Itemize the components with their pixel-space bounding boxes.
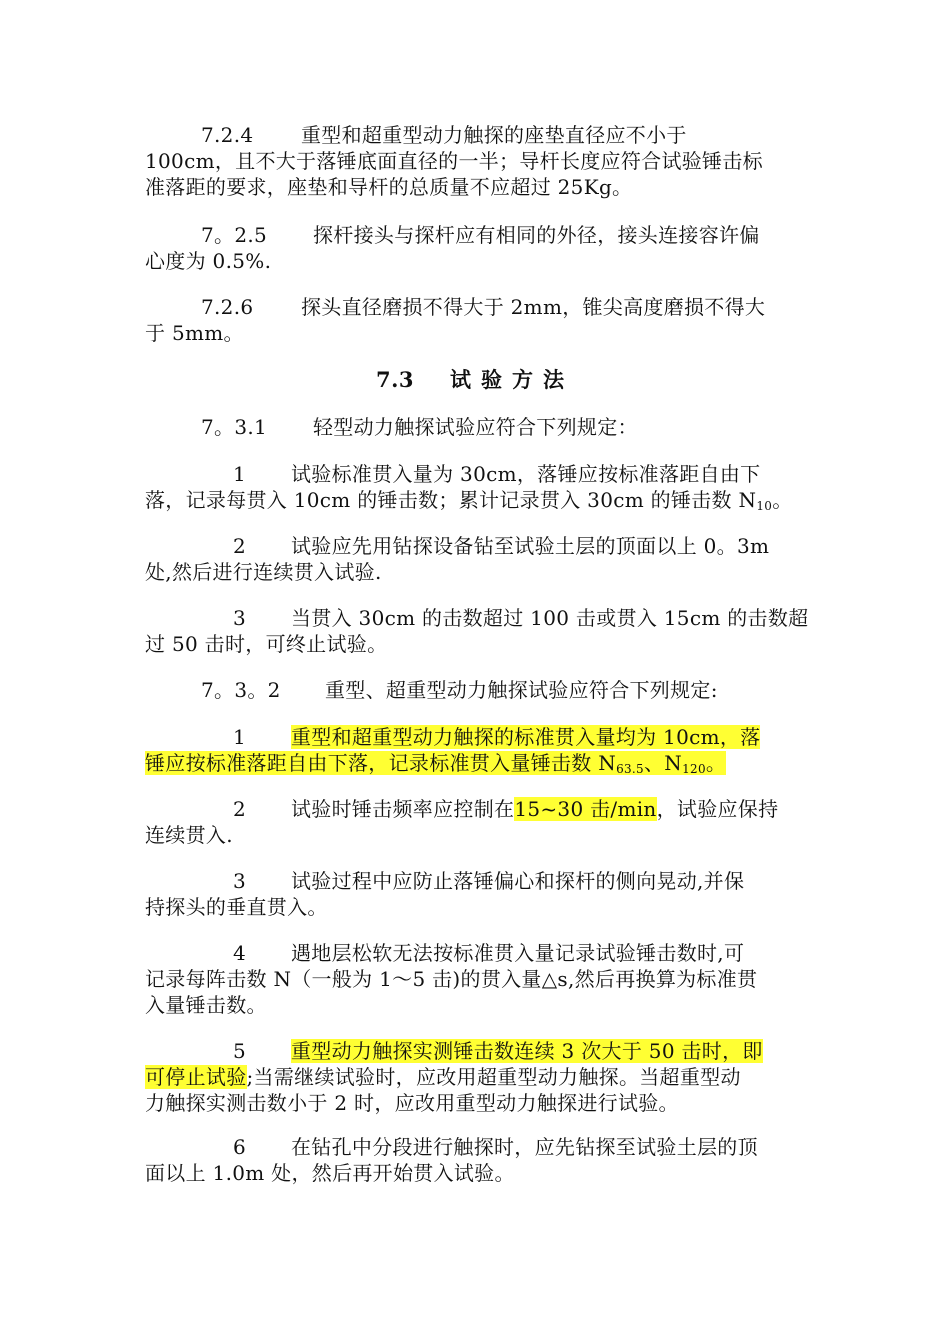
item-text: 。	[772, 488, 793, 512]
item-text: 记录每阵击数 N（一般为 1～5 击)的贯入量△s,然后再换算为标准贯	[145, 967, 758, 991]
clause-text: 探头直径磨损不得大于 2mm，锥尖高度磨损不得大	[301, 295, 766, 319]
item-text: 遇地层松软无法按标准贯入量记录试验锤击数时,可	[291, 941, 745, 965]
list-item-7-3-1-2	[145, 533, 805, 585]
item-number: 6	[233, 1135, 247, 1159]
list-item-7-3-2-3	[145, 868, 805, 920]
item-number: 4	[233, 941, 247, 965]
clause-number: 7.2.4	[201, 123, 254, 147]
list-item-7-3-1-1	[145, 461, 805, 513]
highlighted-text: 可停止试验	[145, 1065, 247, 1089]
clause-number: 7.2.6	[201, 295, 254, 319]
item-text: 落，记录每贯入 10cm 的锤击数；累计记录贯入 30cm 的锤击数 N	[145, 488, 757, 512]
item-text: 试验标准贯入量为 30cm，落锤应按标准落距自由下	[291, 462, 761, 486]
item-text: 持探头的垂直贯入。	[145, 895, 328, 919]
highlighted-text: 重型和超重型动力触探的标准贯入量均为 10cm，落	[291, 725, 761, 749]
item-text: 试验过程中应防止落锤偏心和探杆的侧向晃动,并保	[291, 869, 745, 893]
highlighted-text: 15~30 击/min	[514, 797, 657, 821]
clause-text: 重型、超重型动力触探试验应符合下列规定:	[325, 678, 718, 702]
item-text: 、N	[643, 751, 683, 775]
item-text: 当贯入 30cm 的击数超过 100 击或贯入 15cm 的击数超	[291, 606, 809, 630]
subscript: 120	[682, 762, 706, 776]
section-number: 7.3	[375, 367, 415, 392]
clause-7-2-5	[145, 222, 805, 274]
clause-7-3-1	[145, 414, 805, 440]
list-item-7-3-2-5	[145, 1038, 805, 1116]
item-text: 。	[705, 751, 727, 775]
item-text: 试验应先用钻探设备钻至试验土层的顶面以上 0。3m	[291, 534, 770, 558]
item-number: 2	[233, 797, 247, 821]
section-heading	[145, 366, 805, 394]
highlighted-text: 重型动力触探实测锤击数连续 3 次大于 50 击时，即	[291, 1039, 763, 1063]
clause-number: 7。3。2	[201, 678, 281, 702]
item-number: 2	[233, 534, 247, 558]
clause-7-2-4	[145, 122, 805, 200]
item-number: 1	[233, 462, 247, 486]
subscript: 63.5	[616, 762, 644, 776]
clause-7-2-6	[145, 294, 805, 346]
clause-7-3-2	[145, 677, 805, 703]
clause-text: 探杆接头与探杆应有相同的外径，接头连接容许偏	[313, 223, 760, 247]
clause-number: 7。2.5	[201, 223, 268, 247]
list-item-7-3-2-1	[145, 724, 805, 776]
clause-text: 100cm，且不大于落锤底面直径的一半；导杆长度应符合试验锤击标	[145, 149, 763, 173]
item-number: 3	[233, 606, 247, 630]
item-text: ，试验应保持	[656, 797, 779, 821]
item-number: 3	[233, 869, 247, 893]
item-text: 试验时锤击频率应控制在	[291, 797, 515, 821]
item-text: 处,然后进行连续贯入试验.	[145, 560, 382, 584]
clause-number: 7。3.1	[201, 415, 268, 439]
clause-text: 重型和超重型动力触探的座垫直径应不小于	[301, 123, 687, 147]
item-text: 锤应按标准落距自由下落，记录标准贯入量锤击数 N	[145, 751, 617, 775]
clause-text: 准落距的要求，座垫和导杆的总质量不应超过 25Kg。	[145, 175, 633, 199]
item-number: 1	[233, 725, 247, 749]
item-text: 过 50 击时，可终止试验。	[145, 632, 388, 656]
clause-text: 于 5mm。	[145, 321, 244, 345]
list-item-7-3-1-3	[145, 605, 809, 657]
list-item-7-3-2-2	[145, 796, 805, 848]
list-item-7-3-2-4	[145, 940, 805, 1018]
clause-text: 轻型动力触探试验应符合下列规定：	[313, 415, 638, 439]
item-text: 在钻孔中分段进行触探时，应先钻探至试验土层的顶	[291, 1135, 758, 1159]
item-text: 连续贯入.	[145, 823, 233, 847]
item-text: 面以上 1.0m 处，然后再开始贯入试验。	[145, 1161, 515, 1185]
highlighted-text	[145, 751, 726, 775]
item-number: 5	[233, 1039, 247, 1063]
list-item-7-3-2-6	[145, 1134, 805, 1186]
item-text: ;当需继续试验时，应改用超重型动力触探。当超重型动	[246, 1065, 741, 1089]
subscript: 10	[756, 499, 773, 513]
clause-text: 心度为 0.5%.	[145, 249, 272, 273]
item-text: 力触探实测击数小于 2 时，应改用重型动力触探进行试验。	[145, 1091, 679, 1115]
section-title: 试验方法	[450, 367, 575, 392]
item-text: 入量锤击数。	[145, 993, 267, 1017]
